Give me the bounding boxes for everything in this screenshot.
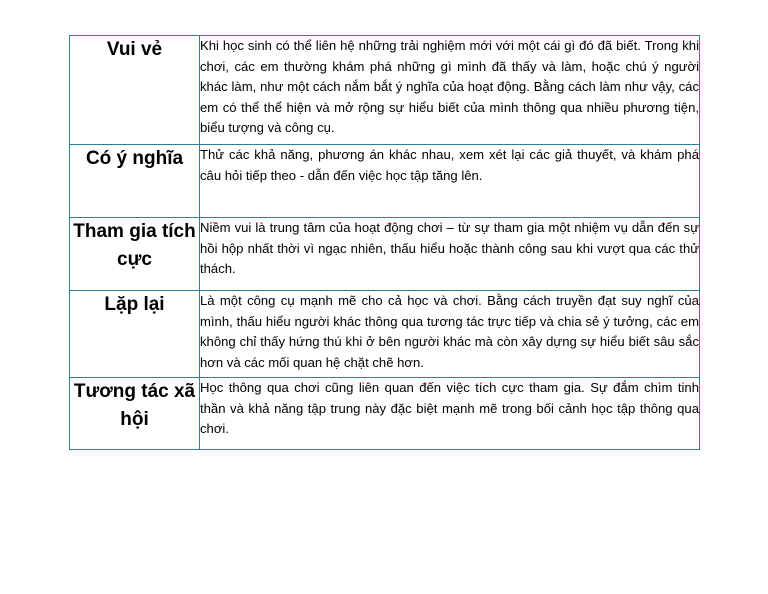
term-cell — [70, 218, 200, 291]
term-cell — [70, 378, 200, 450]
table-row — [70, 145, 700, 218]
term-cell — [70, 36, 200, 145]
term-cell — [70, 291, 200, 378]
table-row — [70, 218, 700, 291]
term-label: Lặp lại — [104, 294, 165, 315]
table-row — [70, 36, 700, 145]
table-row — [70, 291, 700, 378]
term-cell — [70, 145, 200, 218]
definition-cell: Thử các khả năng, phương án khác nhau, xem xét lại các giả thuyết, và khám phá câu hỏi tiếp theo - dẫn đến việc học tập tăng lên. — [200, 145, 700, 218]
definition-cell: Là một công cụ mạnh mẽ cho cả học và chơi. Bằng cách truyền đạt suy nghĩ của mình, thấu hiểu người khác thông qua tương tác trực tiếp và chia sẻ ý tưởng, các em không chỉ thấy hứng thú khi ở bên người khác mà còn xây dựng sự hiểu biết sâu sắc hơn và các mối quan hệ chặt chẽ hơn. — [200, 291, 700, 378]
term-label: Tham gia tích cực — [73, 221, 196, 270]
table-row — [70, 378, 700, 450]
definition-cell: Khi học sinh có thể liên hệ những trải nghiệm mới với một cái gì đó đã biết. Trong khi chơi, các em thường khám phá những gì mình đã thấy và làm, hoặc chú ý người khác làm, như một cách nắm bắt ý nghĩa của hoạt động. Bằng cách làm như vậy, các em có thể thể hiện và mở rộng sự hiểu biết của mình thông qua nhiều phương tiện, biểu tượng và công cụ. — [200, 36, 700, 145]
definition-cell: Niềm vui là trung tâm của hoạt động chơi – từ sự tham gia một nhiệm vụ dẫn đến sự hồi hộp nhất thời vì ngạc nhiên, thấu hiểu hoặc thành công sau khi vượt qua các thử thách. — [200, 218, 700, 291]
definition-cell: Học thông qua chơi cũng liên quan đến việc tích cực tham gia. Sự đắm chìm tinh thần và khả năng tập trung này đặc biệt mạnh mẽ trong bối cảnh học tập thông qua chơi. — [200, 378, 700, 450]
term-label: Vui vẻ — [106, 39, 163, 60]
term-label: Tương tác xã hội — [73, 381, 196, 430]
definition-table — [69, 35, 700, 450]
term-label: Có ý nghĩa — [85, 148, 184, 169]
